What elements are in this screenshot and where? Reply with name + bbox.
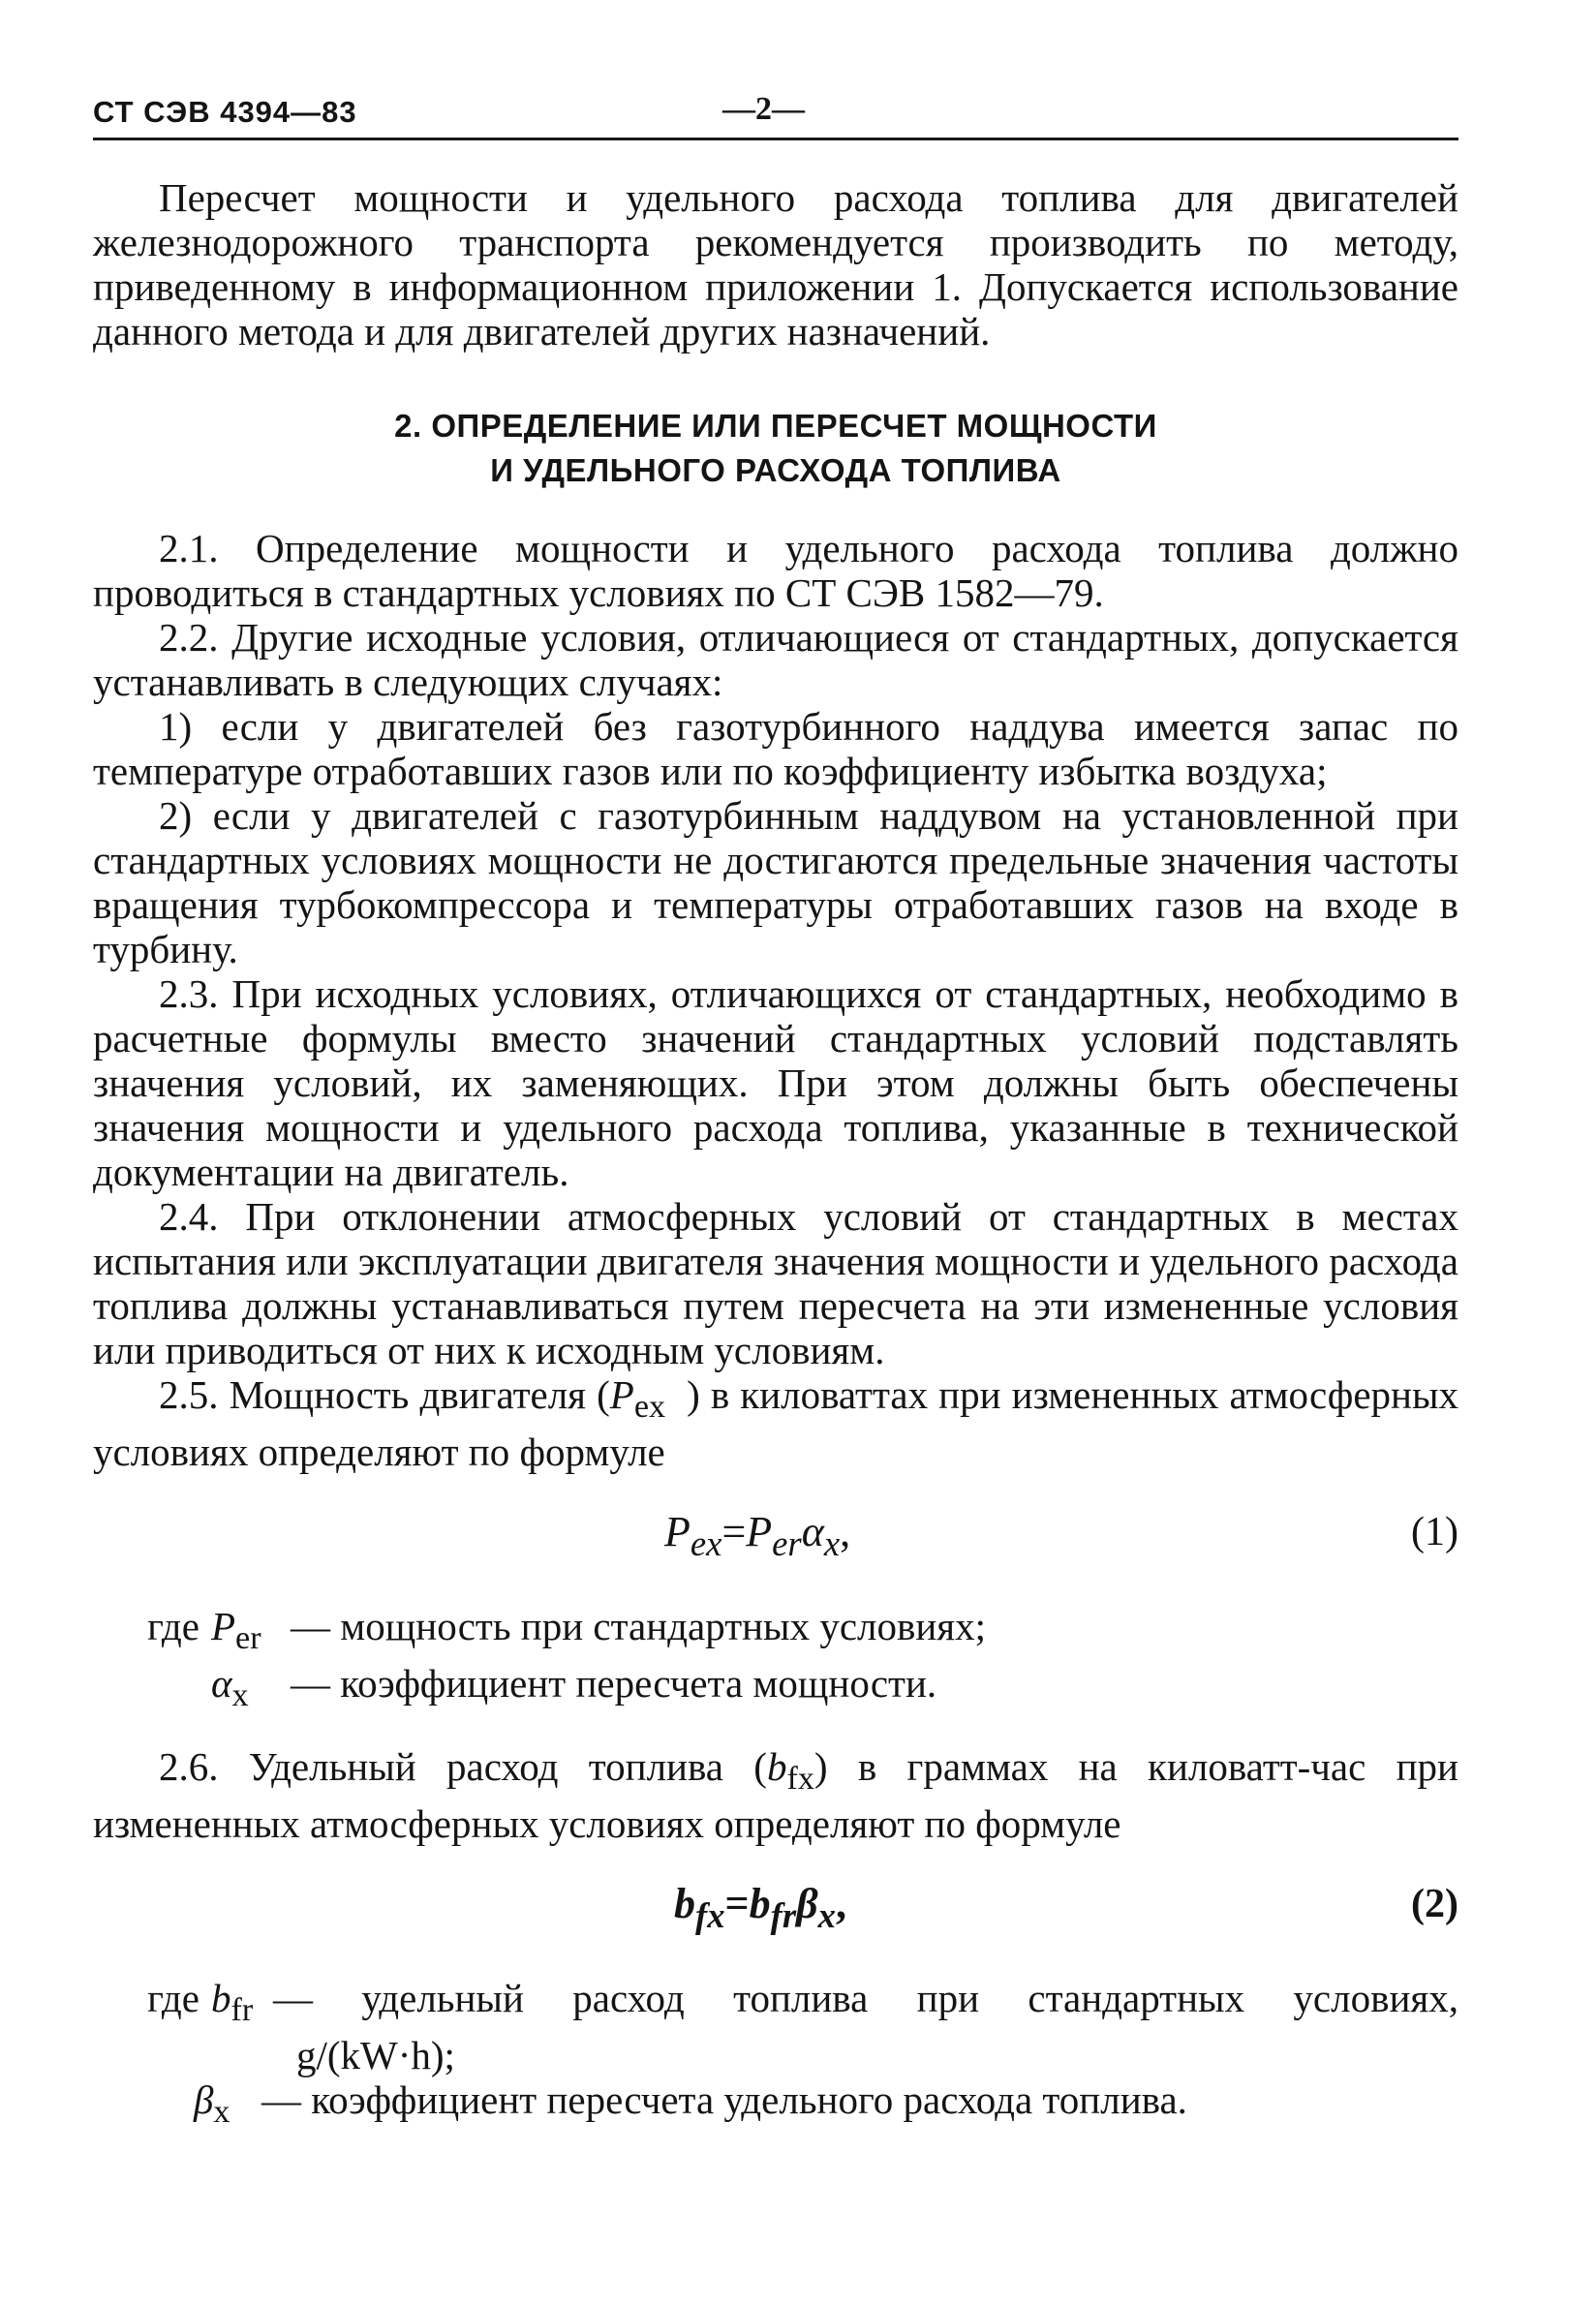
p25-text-a: 2.5. Мощность двигателя ( xyxy=(159,1372,610,1417)
legend-1-row-2 xyxy=(93,1661,1458,1718)
formula-2 xyxy=(93,1871,1458,1943)
legend-2-desc-1: — удельный расход топлива при стандартных условиях, xyxy=(273,1975,1458,2020)
p25-symbol: P xyxy=(609,1372,634,1417)
legend-1-lead: где xyxy=(147,1604,200,1649)
paragraph-2-3: 2.3. При исходных условиях, отличающихся от стандартных, необходимо в расчетные формулы вместо значений стандартных условий подставлять значения условий, их заменяющих. При этом должны быть обеспечены значения мощности и удельного расхода топлива, указанные в технической документации на двигатель. xyxy=(93,971,1458,1194)
paragraph-2-5 xyxy=(93,1372,1458,1474)
legend-2-row-1 xyxy=(93,1976,1458,2033)
formula-2-legend xyxy=(93,1976,1458,2135)
paragraph-2-2-item-1: 1) если у двигателей без газотурбинного наддува имеется запас по температуре отработавших газов или по коэффициенту избытка воздуха; xyxy=(93,704,1458,793)
section-heading-line1: 2. ОПРЕДЕЛЕНИЕ ИЛИ ПЕРЕСЧЕТ МОЩНОСТИ xyxy=(394,408,1157,444)
legend-1-symbol-2: $\alpha_x$ xyxy=(211,1661,249,1714)
legend-2-row-1-cont xyxy=(93,2033,1458,2077)
formula-1 xyxy=(93,1499,1458,1571)
legend-1-row-1 xyxy=(93,1604,1458,1661)
p26-text-b: ) в граммах на киловатт-час при измененных атмосферных условиях определяют по формуле xyxy=(93,1743,1458,1846)
formula-2-number: (2) xyxy=(1411,1881,1458,1926)
formula-1-legend xyxy=(93,1604,1458,1718)
p26-symbol-sub: fx xyxy=(786,1760,814,1797)
legend-1-desc-1: — мощность при стандартных условиях; xyxy=(291,1604,987,1649)
legend-2-symbol-1: $b_{fr}$ xyxy=(211,1975,254,2028)
page-header xyxy=(93,85,1458,140)
section-heading-line2: И УДЕЛЬНОГО РАСХОДА ТОПЛИВА xyxy=(490,452,1061,488)
intro-paragraph: Пересчет мощности и удельного расхода топлива для двигателей железнодорожного транспорта рекомендуется производить по методу, приведенному в информационном приложении 1. Допускается использование данного метода и для двигателей других назначений. xyxy=(93,175,1458,354)
legend-2-desc-1-cont: g/(kW·h); xyxy=(296,2032,455,2077)
legend-2-lead: где xyxy=(147,1975,200,2020)
p25-symbol-sub: ex xyxy=(633,1389,666,1426)
paragraph-2-6 xyxy=(93,1744,1458,1846)
p25-text-b: ) в киловаттах при измененных атмосферных условиях определяют по формуле xyxy=(93,1372,1458,1475)
standard-designation: СТ СЭВ 4394—83 xyxy=(93,95,357,129)
legend-2-desc-2: — коэффициент пересчета удельного расхода топлива. xyxy=(261,2076,1187,2122)
page-number: —2— xyxy=(722,91,805,127)
legend-1-symbol-1: $P_{er}$ xyxy=(211,1604,261,1657)
p26-text-a: 2.6. Удельный расход топлива ( xyxy=(159,1743,767,1789)
legend-2-row-2 xyxy=(93,2077,1458,2135)
paragraph-2-1: 2.1. Определение мощности и удельного расхода топлива должно проводиться в стандартных условиях по СТ СЭВ 1582—79. xyxy=(93,526,1458,615)
formula-1-expression: $P_{ex}=P_{er}\alpha_x$, xyxy=(664,1508,851,1563)
paragraph-2-2-item-2: 2) если у двигателей с газотурбинным наддувом на установленной при стандартных условиях мощности не достигаются предельные значения частоты вращения турбокомпрессора и температуры отработавших газов на входе в турбину. xyxy=(93,793,1458,971)
paragraph-2-2: 2.2. Другие исходные условия, отличающиеся от стандартных, допускается устанавливать в следующих случаях: xyxy=(93,615,1458,704)
formula-1-number: (1) xyxy=(1411,1510,1458,1555)
section-heading xyxy=(93,404,1458,493)
paragraph-2-4: 2.4. При отклонении атмосферных условий от стандартных в местах испытания или эксплуатации двигателя значения мощности и удельного расхода топлива должны устанавливаться путем пересчета на эти измененные условия или приводиться от них к исходным условиям. xyxy=(93,1194,1458,1372)
legend-2-symbol-2: $\beta_x$ xyxy=(194,2076,230,2131)
legend-1-desc-2: — коэффициент пересчета мощности. xyxy=(291,1661,937,1707)
document-page xyxy=(93,85,1458,2135)
p26-symbol: b xyxy=(766,1743,787,1789)
formula-2-expression: $b_{fx}=b_{fr}\beta_x$, xyxy=(674,1879,846,1935)
